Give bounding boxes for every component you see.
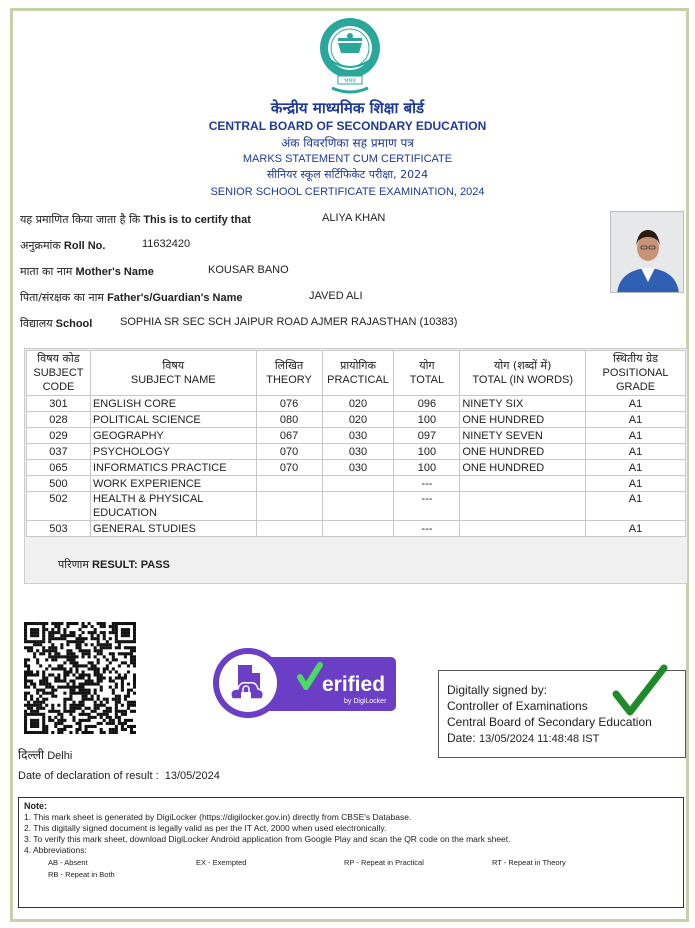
marks-table-header [27, 351, 686, 396]
subject-name: POLITICAL SCIENCE [90, 412, 256, 428]
subject-name: INFORMATICS PRACTICE [90, 460, 256, 476]
table-row [27, 492, 686, 521]
table-row [27, 412, 686, 428]
col-subject-name: विषय SUBJECT NAME [90, 351, 256, 396]
positional-grade: A1 [586, 428, 686, 444]
practical-marks: 020 [322, 396, 394, 412]
theory-marks: 076 [256, 396, 322, 412]
subject-code: 037 [27, 444, 91, 460]
mother-label: माता का नाम Mother's Name [20, 265, 154, 278]
subject-code: 500 [27, 476, 91, 492]
table-row [27, 476, 686, 492]
table-row [27, 521, 686, 537]
verified-by-digilocker-icon [212, 647, 398, 719]
abbreviations-row [24, 868, 678, 880]
board-name-hindi: केन्द्रीय माध्यमिक शिक्षा बोर्ड [270, 99, 425, 117]
abbreviation: RT - Repeat in Theory [492, 858, 566, 867]
school-label: विद्यालय School [20, 317, 93, 330]
col-practical: प्रायोगिक PRACTICAL [322, 351, 394, 396]
marks-statement-hindi: अंक विवरणिका सह प्रमाण पत्र [281, 136, 414, 150]
note-item: 1. This mark sheet is generated by DigiLocker (https://digilocker.gov.in) directly from CBSE's Database. [24, 812, 412, 822]
col-theory: लिखित THEORY [256, 351, 322, 396]
exam-name: SENIOR SCHOOL CERTIFICATE EXAMINATION, 2024 [210, 186, 485, 198]
positional-grade: A1 [586, 521, 686, 537]
theory-marks [256, 492, 322, 521]
result-value: PASS [140, 559, 170, 571]
result-line: परिणाम RESULT: PASS [58, 558, 170, 571]
marks-table [26, 350, 686, 537]
green-checkmark-icon [612, 664, 668, 716]
positional-grade: A1 [586, 476, 686, 492]
total-marks: 100 [394, 412, 460, 428]
practical-marks: 030 [322, 428, 394, 444]
total-marks: 100 [394, 460, 460, 476]
practical-marks [322, 476, 394, 492]
subject-code: 029 [27, 428, 91, 444]
table-row [27, 444, 686, 460]
notes-title: Note: [24, 801, 47, 811]
total-words: ONE HUNDRED [460, 444, 586, 460]
subject-name: WORK EXPERIENCE [90, 476, 256, 492]
total-marks: 096 [394, 396, 460, 412]
table-row [27, 460, 686, 476]
total-marks: --- [394, 521, 460, 537]
total-words [460, 492, 586, 521]
total-words [460, 521, 586, 537]
positional-grade: A1 [586, 412, 686, 428]
signature-line-2: Controller of Examinations [447, 699, 588, 713]
father-label: पिता/संरक्षक का नाम Father's/Guardian's Name [20, 291, 243, 304]
positional-grade: A1 [586, 460, 686, 476]
candidate-name: ALIYA KHAN [322, 212, 386, 224]
abbreviation: RB - Repeat in Both [48, 870, 115, 879]
abbreviation: RP - Repeat in Practical [344, 858, 424, 867]
marks-statement-title: MARKS STATEMENT CUM CERTIFICATE [242, 153, 453, 165]
subject-name: ENGLISH CORE [90, 396, 256, 412]
total-marks: 100 [394, 444, 460, 460]
practical-marks [322, 492, 394, 521]
place: दिल्ली Delhi [18, 748, 73, 762]
qr-code-icon[interactable] [24, 622, 136, 734]
col-subject-code: विषय कोड SUBJECT CODE [27, 351, 91, 396]
total-words [460, 476, 586, 492]
subject-code: 301 [27, 396, 91, 412]
subject-code: 503 [27, 521, 91, 537]
mother-name: KOUSAR BANO [208, 264, 289, 276]
total-marks: 097 [394, 428, 460, 444]
positional-grade: A1 [586, 492, 686, 521]
total-words: NINETY SIX [460, 396, 586, 412]
practical-marks: 030 [322, 460, 394, 476]
table-row [27, 396, 686, 412]
subject-name: GENERAL STUDIES [90, 521, 256, 537]
theory-marks: 067 [256, 428, 322, 444]
board-name: CENTRAL BOARD OF SECONDARY EDUCATION [208, 119, 487, 133]
note-item: 3. To verify this mark sheet, download DigiLocker Android application from Google Play and scan the QR code on the mark sheet. [24, 834, 511, 844]
note-item: 4. Abbreviations: [24, 845, 87, 855]
school-name: SOPHIA SR SEC SCH JAIPUR ROAD AJMER RAJASTHAN (10383) [120, 316, 458, 328]
roll-number: 11632420 [142, 238, 191, 250]
certify-label: यह प्रमाणित किया जाता है कि This is to certify that [20, 213, 251, 226]
subject-code: 065 [27, 460, 91, 476]
subject-name: HEALTH & PHYSICAL EDUCATION [90, 492, 256, 521]
positional-grade: A1 [586, 444, 686, 460]
abbreviation: AB - Absent [48, 858, 88, 867]
father-name: JAVED ALI [309, 290, 363, 302]
practical-marks: 030 [322, 444, 394, 460]
practical-marks: 020 [322, 412, 394, 428]
total-words: NINETY SEVEN [460, 428, 586, 444]
verified-text: erified [322, 673, 386, 696]
theory-marks: 070 [256, 444, 322, 460]
theory-marks: 080 [256, 412, 322, 428]
col-total: योग TOTAL [394, 351, 460, 396]
roll-label: अनुक्रमांक Roll No. [20, 239, 106, 252]
signature-line-3: Central Board of Secondary Education [447, 715, 652, 729]
theory-marks: 070 [256, 460, 322, 476]
signature-line-1: Digitally signed by: [447, 683, 548, 697]
subject-name: GEOGRAPHY [90, 428, 256, 444]
subject-name: PSYCHOLOGY [90, 444, 256, 460]
col-total-words: योग (शब्दों में) TOTAL (IN WORDS) [460, 351, 586, 396]
theory-marks [256, 521, 322, 537]
person-photo-icon [611, 212, 684, 293]
abbreviation: EX - Exempted [196, 858, 247, 867]
verified-sub-text: by DigiLocker [344, 698, 387, 705]
total-marks: --- [394, 492, 460, 521]
candidate-photo [610, 211, 684, 293]
total-words: ONE HUNDRED [460, 412, 586, 428]
cbse-logo-icon [318, 14, 382, 96]
theory-marks [256, 476, 322, 492]
practical-marks [322, 521, 394, 537]
note-item: 2. This digitally signed document is legally valid as per the IT Act, 2000 when used electronically. [24, 823, 387, 833]
total-words: ONE HUNDRED [460, 460, 586, 476]
table-row [27, 428, 686, 444]
declaration-date: Date of declaration of result : 13/05/2024 [18, 770, 220, 782]
total-marks: --- [394, 476, 460, 492]
col-positional-grade: स्थितीय ग्रेड POSITIONAL GRADE [586, 351, 686, 396]
exam-name-hindi: सीनियर स्कूल सर्टिफिकेट परीक्षा, 2024 [266, 168, 429, 181]
subject-code: 502 [27, 492, 91, 521]
logo-bottom-text: भारत [344, 77, 356, 85]
subject-code: 028 [27, 412, 91, 428]
notes-box [18, 797, 684, 908]
positional-grade: A1 [586, 396, 686, 412]
abbreviations-row [24, 856, 678, 868]
signature-date: Date: 13/05/2024 11:48:48 IST [447, 731, 600, 745]
